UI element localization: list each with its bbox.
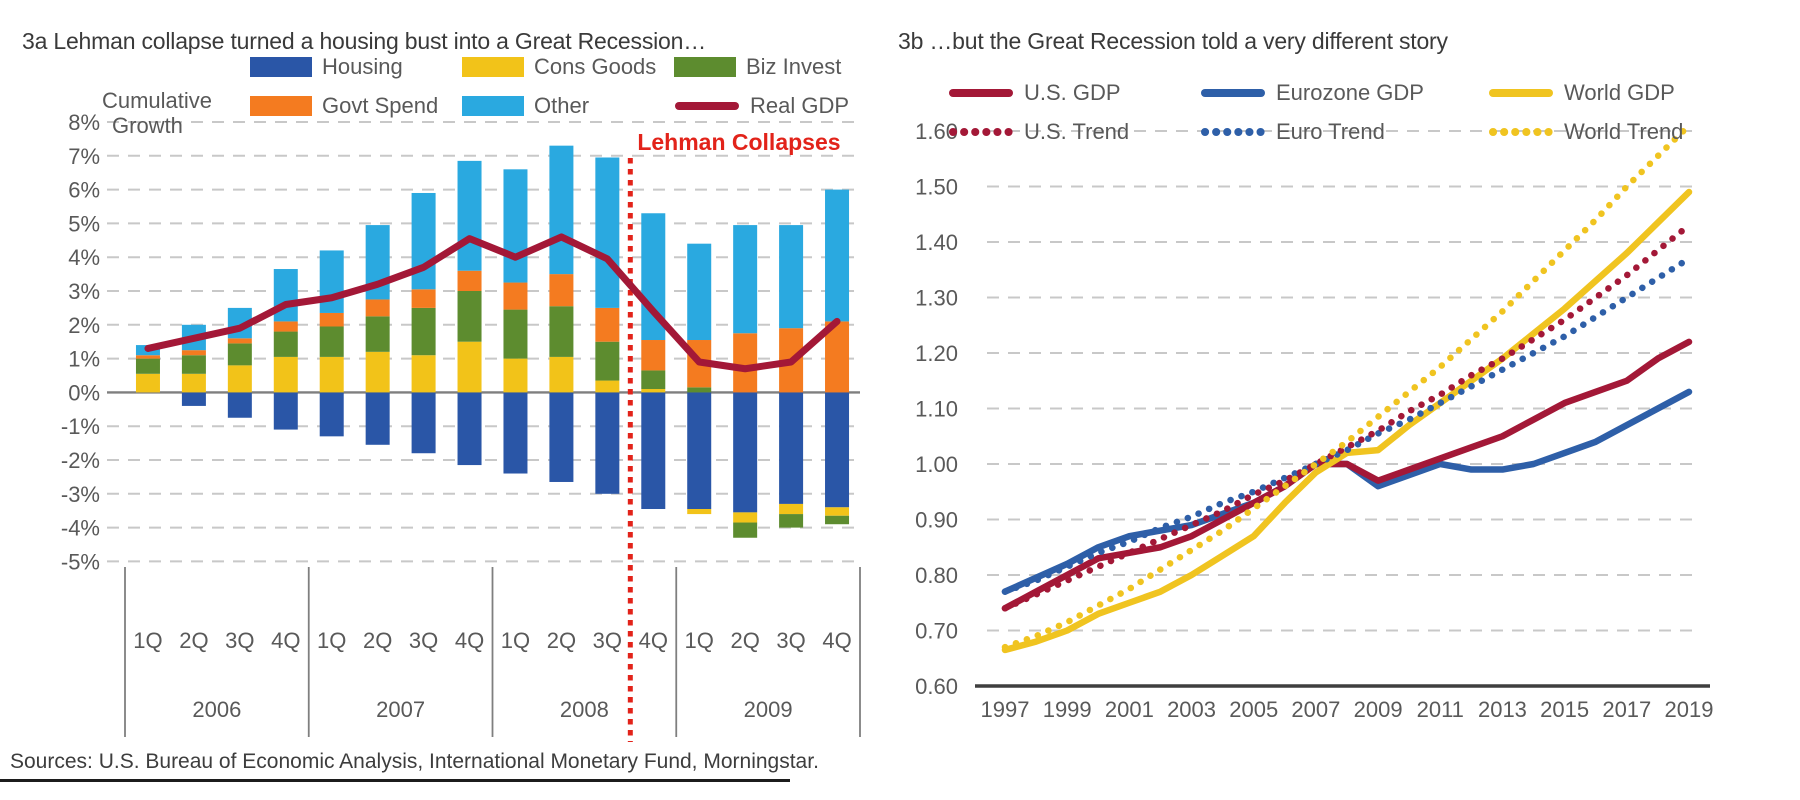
legend-item-u-s-gdp bbox=[948, 80, 1200, 106]
legend-item-housing bbox=[250, 54, 462, 80]
euro-trend-swatch bbox=[1200, 124, 1266, 140]
svg-text:2Q: 2Q bbox=[730, 628, 760, 653]
panel-3a-title: 3a Lehman collapse turned a housing bust into a Great Recession… bbox=[22, 28, 707, 54]
svg-text:1.00: 1.00 bbox=[915, 452, 958, 477]
svg-text:1.10: 1.10 bbox=[915, 396, 958, 422]
svg-text:2003: 2003 bbox=[1167, 697, 1217, 722]
cons-goods-swatch bbox=[462, 57, 524, 77]
left-x-axis bbox=[125, 567, 860, 737]
svg-text:2Q: 2Q bbox=[546, 628, 577, 653]
svg-text:4Q: 4Q bbox=[454, 628, 485, 653]
cumulative-axis-label-line2: Growth bbox=[112, 113, 183, 138]
legend-label-housing: Housing bbox=[322, 54, 403, 79]
svg-text:3Q: 3Q bbox=[776, 628, 806, 653]
svg-text:2013: 2013 bbox=[1477, 697, 1527, 722]
right-y-tick-labels bbox=[915, 119, 958, 699]
legend-item-biz-invest bbox=[674, 54, 904, 80]
other-swatch bbox=[462, 96, 524, 116]
svg-text:3Q: 3Q bbox=[592, 628, 623, 653]
svg-text:3Q: 3Q bbox=[225, 628, 255, 653]
svg-text:4%: 4% bbox=[68, 245, 100, 271]
svg-text:3Q: 3Q bbox=[408, 628, 439, 653]
left-y-tick-labels bbox=[61, 110, 100, 574]
svg-text:4Q: 4Q bbox=[271, 628, 301, 653]
svg-text:0.70: 0.70 bbox=[915, 618, 958, 644]
svg-text:-3%: -3% bbox=[60, 481, 100, 507]
svg-text:2019: 2019 bbox=[1664, 697, 1714, 722]
left-bars bbox=[136, 146, 849, 538]
svg-text:4Q: 4Q bbox=[822, 628, 852, 653]
svg-text:3%: 3% bbox=[68, 279, 100, 304]
svg-text:4Q: 4Q bbox=[638, 628, 668, 653]
sources-text: Sources: U.S. Bureau of Economic Analysis, International Monetary Fund, Morningstar. bbox=[10, 750, 819, 773]
series-u-s-trend bbox=[1005, 225, 1689, 608]
legend-item-govt-spend bbox=[250, 93, 462, 119]
cumulative-axis-label-line1: Cumulative bbox=[101, 88, 212, 113]
svg-text:0.90: 0.90 bbox=[915, 507, 958, 533]
legend-item-world-trend bbox=[1488, 119, 1723, 145]
housing-swatch bbox=[250, 57, 312, 77]
series-u-s-gdp bbox=[1005, 342, 1689, 608]
series-world-trend bbox=[1005, 125, 1689, 647]
legend-item-eurozone-gdp bbox=[1200, 80, 1488, 106]
svg-text:1.30: 1.30 bbox=[915, 285, 958, 311]
svg-text:-4%: -4% bbox=[60, 515, 100, 541]
svg-text:2008: 2008 bbox=[559, 697, 609, 722]
legend-label-world-trend: World Trend bbox=[1564, 119, 1684, 144]
svg-text:1.60: 1.60 bbox=[915, 119, 958, 144]
panel-3b-title: 3b …but the Great Recession told a very different story bbox=[898, 28, 1448, 54]
legend-label-world-gdp: World GDP bbox=[1564, 80, 1675, 105]
svg-text:2015: 2015 bbox=[1540, 697, 1590, 722]
svg-text:0.60: 0.60 bbox=[915, 674, 958, 699]
svg-text:1%: 1% bbox=[68, 346, 100, 372]
svg-text:5%: 5% bbox=[68, 211, 100, 237]
world-trend-swatch bbox=[1488, 124, 1554, 140]
svg-text:2001: 2001 bbox=[1104, 697, 1154, 722]
series-world-gdp bbox=[1005, 192, 1689, 650]
svg-text:Lehman Collapses: Lehman Collapses bbox=[637, 129, 841, 155]
svg-text:2005: 2005 bbox=[1229, 697, 1279, 722]
legend-label-u-s-gdp: U.S. GDP bbox=[1024, 80, 1121, 105]
svg-text:2009: 2009 bbox=[743, 697, 793, 722]
legend-item-real-gdp bbox=[674, 93, 904, 119]
svg-text:1.20: 1.20 bbox=[915, 341, 958, 366]
svg-text:6%: 6% bbox=[68, 177, 100, 203]
right-x-axis bbox=[981, 697, 1714, 722]
svg-text:2007: 2007 bbox=[1291, 697, 1341, 722]
svg-text:1Q: 1Q bbox=[500, 628, 531, 653]
right-lines bbox=[1005, 125, 1689, 649]
svg-text:2007: 2007 bbox=[376, 697, 426, 722]
svg-text:-2%: -2% bbox=[60, 448, 100, 473]
svg-text:2011: 2011 bbox=[1416, 697, 1464, 722]
legend-label-eurozone-gdp: Eurozone GDP bbox=[1276, 80, 1424, 105]
svg-text:8%: 8% bbox=[68, 110, 100, 135]
world-gdp-swatch bbox=[1488, 85, 1554, 101]
legend-label-govt-spend: Govt Spend bbox=[322, 93, 439, 118]
svg-text:2%: 2% bbox=[68, 312, 100, 338]
legend-3a bbox=[250, 54, 904, 119]
legend-item-u-s-trend bbox=[948, 119, 1200, 145]
legend-label-biz-invest: Biz Invest bbox=[746, 54, 842, 79]
svg-text:2006: 2006 bbox=[192, 697, 242, 722]
svg-text:0.80: 0.80 bbox=[915, 563, 958, 588]
govt-spend-swatch bbox=[250, 96, 312, 116]
biz-invest-swatch bbox=[674, 57, 736, 77]
svg-text:1.40: 1.40 bbox=[915, 230, 958, 255]
legend-item-other bbox=[462, 93, 674, 119]
svg-text:2017: 2017 bbox=[1602, 697, 1652, 722]
svg-text:1.50: 1.50 bbox=[915, 174, 958, 200]
legend-item-euro-trend bbox=[1200, 119, 1488, 145]
legend-label-euro-trend: Euro Trend bbox=[1276, 119, 1385, 144]
svg-text:2Q: 2Q bbox=[179, 628, 209, 653]
legend-item-cons-goods bbox=[462, 54, 674, 80]
legend-label-real-gdp: Real GDP bbox=[750, 93, 850, 118]
series-eurozone-gdp bbox=[1005, 392, 1689, 592]
legend-3b bbox=[948, 80, 1723, 145]
u-s-trend-swatch bbox=[948, 124, 1014, 140]
real-gdp-swatch bbox=[674, 98, 740, 114]
svg-text:0%: 0% bbox=[68, 380, 100, 406]
svg-text:-5%: -5% bbox=[60, 549, 100, 575]
svg-text:-1%: -1% bbox=[60, 414, 100, 440]
legend-item-world-gdp bbox=[1488, 80, 1723, 106]
svg-text:1Q: 1Q bbox=[317, 628, 347, 653]
svg-text:1Q: 1Q bbox=[684, 628, 714, 653]
svg-text:1997: 1997 bbox=[980, 697, 1030, 722]
svg-text:7%: 7% bbox=[68, 143, 100, 169]
legend-label-other: Other bbox=[534, 93, 590, 118]
svg-text:1999: 1999 bbox=[1042, 697, 1092, 722]
svg-text:1Q: 1Q bbox=[133, 628, 163, 653]
sources-underline bbox=[0, 779, 790, 782]
svg-text:2009: 2009 bbox=[1353, 697, 1403, 722]
eurozone-gdp-swatch bbox=[1200, 85, 1266, 101]
svg-text:2Q: 2Q bbox=[362, 628, 393, 653]
u-s-gdp-swatch bbox=[948, 85, 1014, 101]
legend-label-cons-goods: Cons Goods bbox=[534, 54, 657, 79]
legend-label-u-s-trend: U.S. Trend bbox=[1024, 119, 1130, 144]
